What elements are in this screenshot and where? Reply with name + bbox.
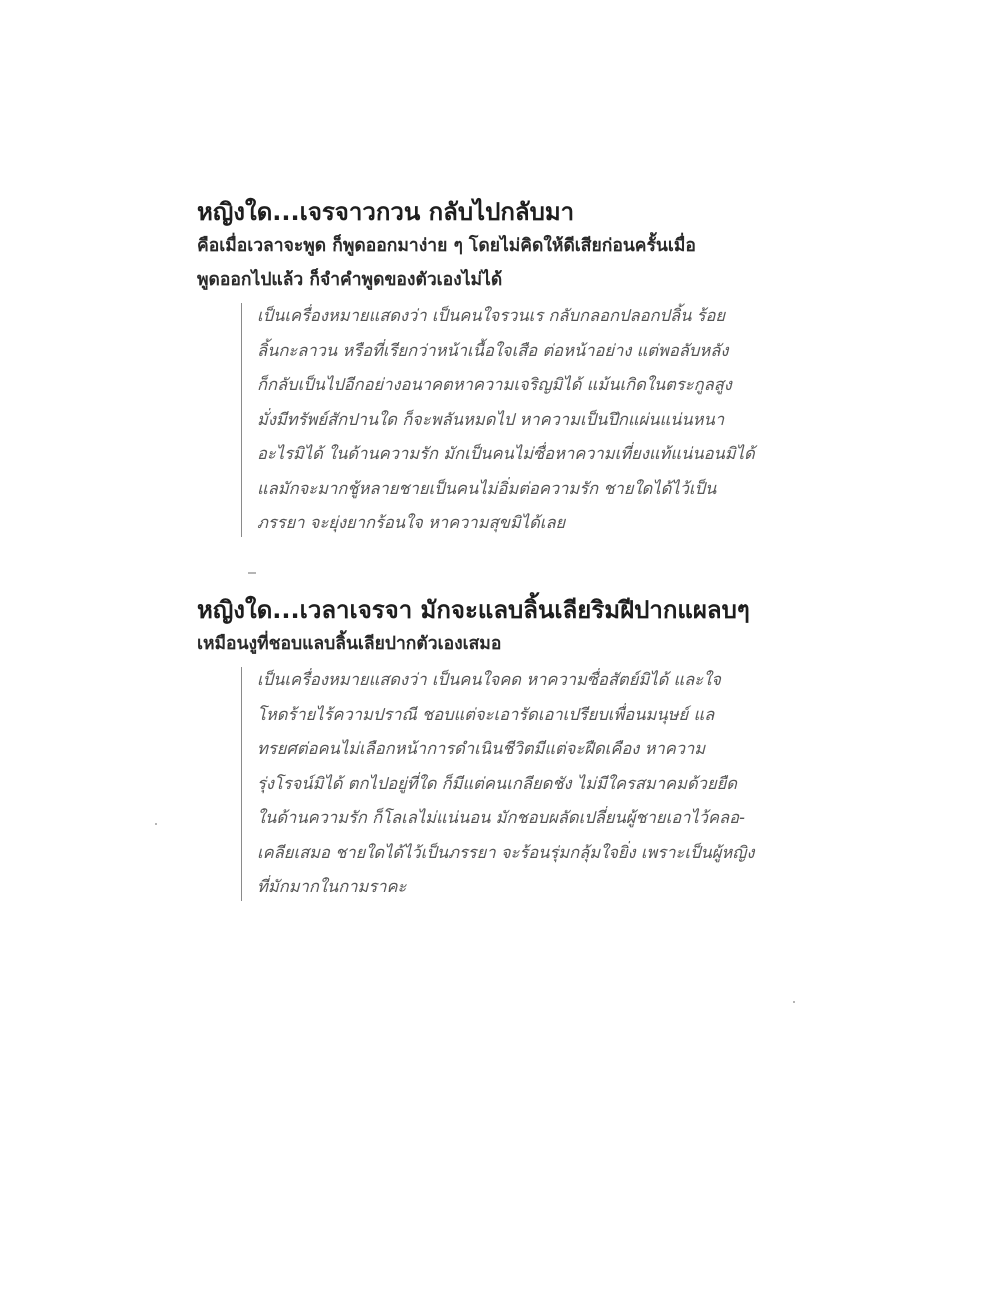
vertical-rule (241, 303, 242, 537)
section-body (241, 299, 787, 541)
section-subheading (197, 627, 797, 661)
section-heading: หญิงใด...เจรจาวกวน กลับไปกลับมา (197, 198, 575, 226)
body-line: เคลียเสมอ ชายใดได้ไว้เป็นภรรยา จะร้อนรุ่มกลุ้มใจยิ่ง เพราะเป็นผู้หญิง (257, 842, 755, 862)
section-heading: หญิงใด...เวลาเจรจา มักจะแลบลิ้นเลียริมฝีปากแผลบๆ (197, 596, 750, 624)
body-line: ก็กลับเป็นไปอีกอย่างอนาคตหาความเจริญมิได้ แม้นเกิดในตระกูลสูง (257, 375, 732, 394)
body-line: ภรรยา จะยุ่งยากร้อนใจ หาความสุขมิได้เลย (257, 513, 566, 532)
body-line: ที่มักมากในกามราคะ (257, 877, 407, 896)
section-1 (197, 195, 797, 541)
section-body (241, 663, 787, 905)
body-line: ในด้านความรัก ก็โลเลไม่แน่นอน มักชอบผลัดเปลี่ยนผู้ชายเอาไว้คลอ- (257, 808, 745, 827)
section-subheading (197, 229, 797, 297)
scan-speck (248, 572, 256, 574)
scan-speck (793, 1001, 795, 1003)
body-line: ลิ้นกะลาวน หรือที่เรียกว่าหน้าเนื้อใจเสือ ต่อหน้าอย่าง แต่พอลับหลัง (257, 340, 729, 360)
section-2 (197, 593, 797, 905)
body-line: แลมักจะมากชู้หลายชายเป็นคนไม่อิ่มต่อความรัก ชายใดได้ไว้เป็น (257, 478, 717, 498)
body-line: รุ่งโรจน์มิได้ ตกไปอยู่ที่ใด ก็มีแต่คนเกลียดชัง ไม่มีใครสมาคมด้วยยืด (257, 773, 737, 793)
body-line: เป็นเครื่องหมายแสดงว่า เป็นคนใจรวนเร กลับกลอกปลอกปลิ้น ร้อย (257, 306, 726, 325)
subheading-line: เหมือนงูที่ชอบแลบลิ้นเลียปากตัวเองเสมอ (197, 634, 502, 654)
subheading-line: พูดออกไปแล้ว ก็จำคำพูดของตัวเองไม่ได้ (197, 270, 503, 290)
body-line: โหดร้ายไร้ความปราณี ชอบแต่จะเอารัดเอาเปรียบเพื่อนมนุษย์ แล (257, 704, 715, 724)
body-line: อะไรมิได้ ในด้านความรัก มักเป็นคนไม่ซื่อหาความเที่ยงแท้แน่นอนมิได้ (257, 444, 755, 463)
scan-speck (155, 823, 157, 825)
subheading-line: คือเมื่อเวลาจะพูด ก็พูดออกมาง่าย ๆ โดยไม่คิดให้ดีเสียก่อนครั้นเมื่อ (197, 236, 696, 256)
vertical-rule (241, 667, 242, 901)
body-line: เป็นเครื่องหมายแสดงว่า เป็นคนใจคด หาความซื่อสัตย์มิได้ และใจ (257, 670, 721, 689)
body-line: ทรยศต่อคนไม่เลือกหน้าการดำเนินชีวิตมีแต่จะฝืดเคือง หาความ (257, 739, 706, 758)
body-line: มั่งมีทรัพย์สักปานใด ก็จะพลันหมดไป หาความเป็นปึกแผ่นแน่นหนา (257, 409, 725, 429)
